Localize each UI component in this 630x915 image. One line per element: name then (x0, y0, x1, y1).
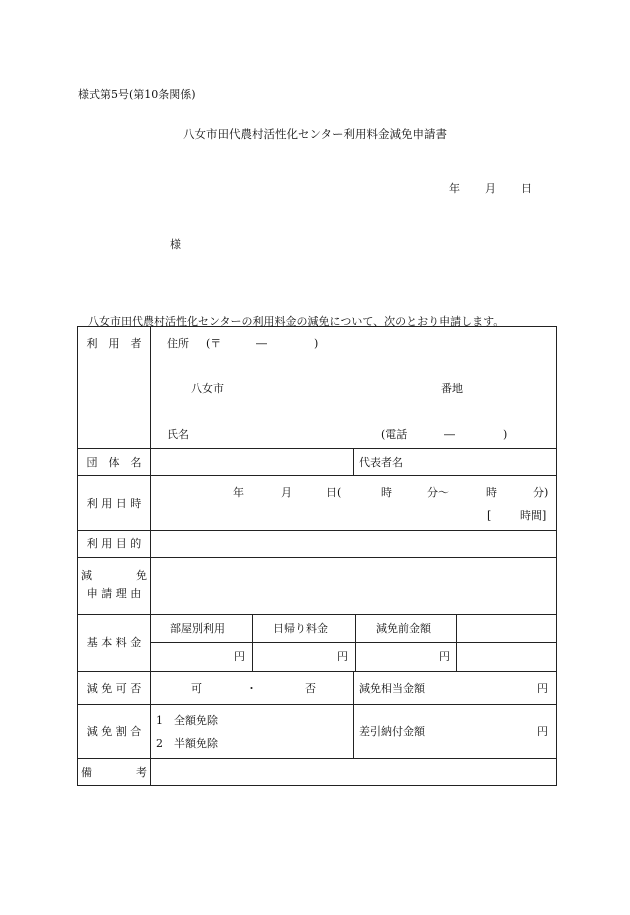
ratio-option-half: 半額免除 (174, 737, 218, 750)
payment-amount-label: 差引納付金額 (359, 725, 425, 738)
representative-label: 代表者名 (359, 456, 403, 469)
reason-label-line2: 申 請 理 由 (86, 587, 142, 600)
hours-open: [ (487, 509, 492, 522)
date-year: 年 (449, 182, 460, 195)
day-trip-fee-header: 日帰り料金 (273, 622, 328, 635)
approval-no: 否 (305, 682, 316, 695)
approval-ok: 可 (191, 682, 202, 695)
column-divider (252, 614, 253, 671)
payment-amount-yen: 円 (537, 725, 548, 738)
approval-label: 減 免 可 否 (86, 682, 142, 695)
postal-open: (〒 (206, 337, 222, 350)
reduction-amount-yen: 円 (537, 682, 548, 695)
postal-close: ) (314, 337, 319, 350)
name-label: 氏名 (167, 428, 189, 441)
document-title: 八女市田代農村活性化センター利用料金減免申請書 (182, 127, 448, 141)
form-number: 様式第5号(第10条関係) (78, 88, 196, 101)
phone-dash: ― (444, 428, 455, 441)
datetime-hour-start: 時 (381, 486, 392, 499)
datetime-minute-end: 分) (533, 486, 549, 499)
hours-label: 時間] (520, 509, 547, 522)
ratio-option-full: 全額免除 (174, 714, 218, 727)
column-divider (353, 671, 354, 758)
basic-fee-label: 基 本 料 金 (86, 636, 142, 649)
ratio-option2-number: 2 (156, 737, 163, 750)
intro-text: 八女市田代農村活性化センターの利用料金の減免について、次のとおり申請します。 (88, 315, 505, 328)
row-divider (150, 642, 556, 643)
addressee-suffix: 様 (170, 238, 181, 251)
column-divider (456, 614, 457, 671)
purpose-label: 利 用 目 的 (86, 537, 142, 550)
label-column-divider (150, 327, 151, 785)
ratio-label: 減 免 割 合 (86, 725, 142, 738)
city-label: 八女市 (191, 382, 224, 395)
room-usage-yen: 円 (234, 650, 245, 663)
address-label: 住所 (167, 337, 189, 350)
user-label: 利 用 者 (86, 337, 142, 350)
ratio-option1-number: 1 (156, 714, 163, 727)
reduction-amount-label: 減免相当金額 (359, 682, 425, 695)
column-divider (353, 448, 354, 475)
room-usage-header: 部屋別利用 (170, 622, 225, 635)
approval-separator: ・ (246, 682, 257, 695)
datetime-label: 利 用 日 時 (86, 497, 142, 510)
day-trip-fee-yen: 円 (337, 650, 348, 663)
phone-open: (電話 (381, 428, 408, 441)
pre-reduction-yen: 円 (439, 650, 450, 663)
reason-label-line1: 減 免 (81, 569, 147, 582)
datetime-year: 年 (233, 486, 244, 499)
date-day: 日 (521, 182, 532, 195)
datetime-month: 月 (281, 486, 292, 499)
banchi-label: 番地 (441, 382, 463, 395)
datetime-hour-end: 時 (486, 486, 497, 499)
phone-close: ) (503, 428, 508, 441)
date-month: 月 (485, 182, 496, 195)
datetime-minute-start: 分～ (427, 486, 449, 499)
datetime-day: 日( (326, 486, 342, 499)
postal-dash: ― (256, 337, 267, 350)
remarks-label: 備 考 (81, 766, 147, 779)
column-divider (355, 614, 356, 671)
application-form-table (77, 326, 557, 786)
pre-reduction-amount-header: 減免前金額 (376, 622, 431, 635)
group-label: 団 体 名 (86, 456, 142, 469)
